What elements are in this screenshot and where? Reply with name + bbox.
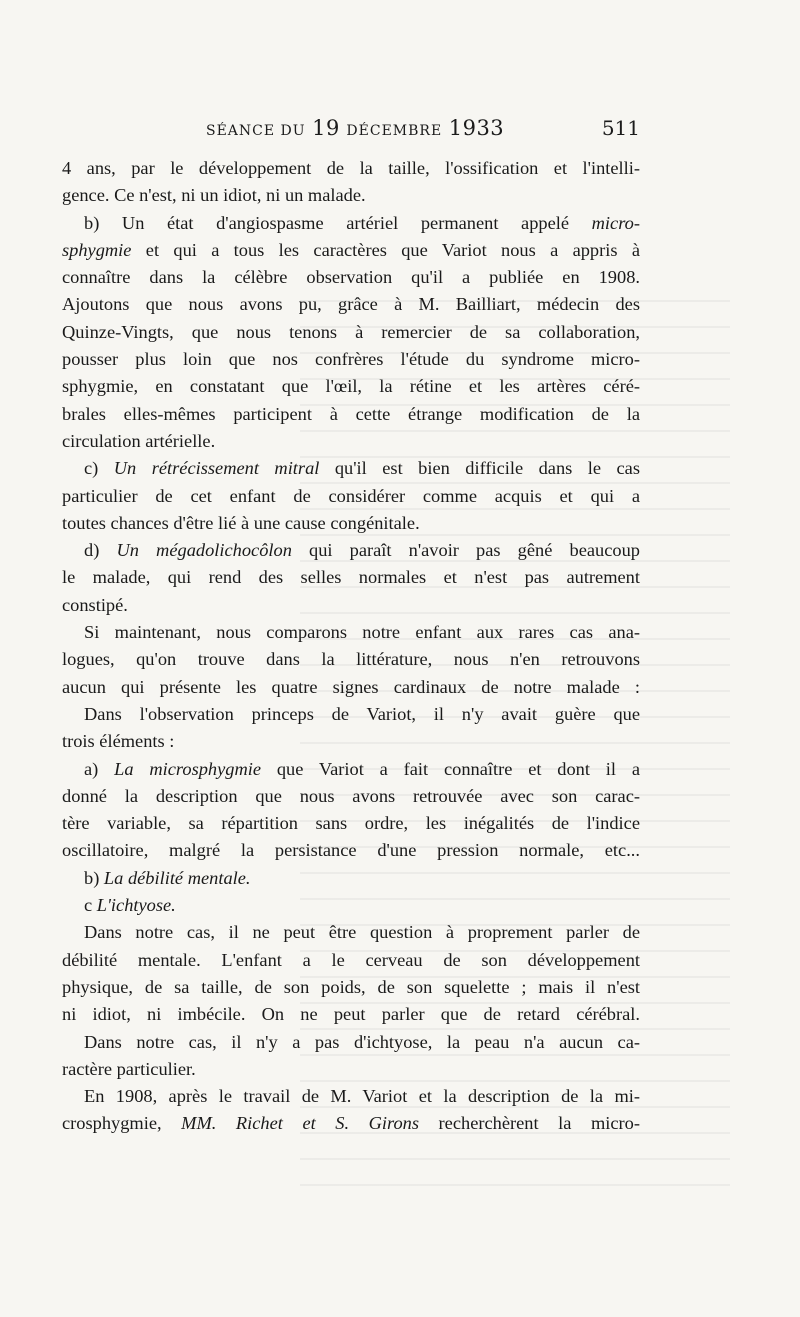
text-line <box>62 701 640 728</box>
text-run: que Variot a fait connaître et dont il a <box>261 758 641 779</box>
text-line <box>62 428 640 455</box>
text-line <box>62 455 640 482</box>
text-line <box>62 1001 640 1028</box>
text-line <box>62 483 640 510</box>
text-run: constipé. <box>62 594 128 615</box>
text-line <box>62 619 640 646</box>
text-run: d) <box>84 540 117 561</box>
text-line <box>62 974 640 1001</box>
text-line <box>62 756 640 783</box>
text-run: Dans notre cas, il ne peut être question à proprement parler de <box>84 922 640 943</box>
text-line <box>62 810 640 837</box>
text-line <box>62 237 640 264</box>
italic-phrase: La microsphygmie <box>114 758 262 779</box>
text-line <box>62 892 640 919</box>
italic-phrase: MM. Richet et S. Girons <box>181 1113 420 1134</box>
text-run: physique, de sa taille, de son poids, de son squelette ; mais il n'est <box>62 976 640 997</box>
text-run: Ajoutons que nous avons pu, grâce à M. Bailliart, médecin des <box>62 294 640 315</box>
text-run: c) <box>84 458 114 479</box>
text-run: c <box>84 895 97 916</box>
text-line <box>62 1056 640 1083</box>
text-line <box>62 1083 640 1110</box>
text-run: Dans notre cas, il n'y a pas d'ichtyose, la peau n'a aucun ca- <box>84 1031 640 1052</box>
text-run: En 1908, après le travail de M. Variot et la description de la mi- <box>84 1086 640 1107</box>
text-line <box>62 947 640 974</box>
text-run: connaître dans la célèbre observation qu'il a publiée en 1908. <box>62 267 640 288</box>
text-line <box>62 346 640 373</box>
text-line <box>62 264 640 291</box>
text-line <box>62 210 640 237</box>
text-run: b) Un état d'angiospasme artériel permanent appelé <box>84 212 592 233</box>
text-run: pousser plus loin que nos confrères l'étude du syndrome micro- <box>62 349 640 370</box>
text-run: donné la description que nous avons retrouvée avec son carac- <box>62 785 640 806</box>
text-run: particulier de cet enfant de considérer comme acquis et qui a <box>62 485 640 506</box>
text-run: Quinze-Vingts, que nous tenons à remercier de sa collaboration, <box>62 321 640 342</box>
italic-phrase: sphygmie <box>62 239 132 260</box>
text-run: tère variable, sa répartition sans ordre, les inégalités de l'indice <box>62 813 640 834</box>
header-seance: SÉANCE DU <box>206 123 306 139</box>
text-line <box>62 646 640 673</box>
text-run: circulation artérielle. <box>62 430 216 451</box>
text-run: ractère particulier. <box>62 1058 196 1079</box>
text-line <box>62 510 640 537</box>
text-line <box>62 728 640 755</box>
italic-phrase: L'ichtyose. <box>96 895 176 916</box>
text-line <box>62 401 640 428</box>
header-title <box>206 116 504 140</box>
running-header <box>62 116 640 144</box>
text-run: Dans l'observation princeps de Variot, il n'y avait guère que <box>84 703 640 724</box>
text-run: et qui a tous les caractères que Variot nous a appris à <box>131 239 640 260</box>
text-run: a) <box>84 758 115 779</box>
text-run: oscillatoire, malgré la persistance d'une pression normale, etc... <box>62 840 640 861</box>
page-number: 511 <box>601 116 640 140</box>
text-run: toutes chances d'être lié à une cause congénitale. <box>62 512 420 533</box>
text-run: 4 ans, par le développement de la taille, l'ossification et l'intelli- <box>62 158 640 178</box>
text-run: gence. Ce n'est, ni un idiot, ni un malade. <box>62 185 366 206</box>
text-line <box>62 1110 640 1137</box>
text-run: le malade, qui rend des selles normales et n'est pas autrement <box>62 567 640 588</box>
italic-phrase: Un mégadolichocôlon <box>116 540 292 561</box>
header-year: 1933 <box>448 116 505 140</box>
text-run: débilité mentale. L'enfant a le cerveau de son développement <box>62 949 640 970</box>
body-text <box>62 155 640 1138</box>
text-line <box>62 155 640 182</box>
text-run: sphygmie, en constatant que l'œil, la rétine et les artères céré- <box>62 376 640 397</box>
text-run: ni idiot, ni imbécile. On ne peut parler que de retard cérébral. <box>62 1004 640 1025</box>
header-day: 19 <box>312 116 340 140</box>
italic-phrase: micro- <box>591 212 640 233</box>
text-line <box>62 1029 640 1056</box>
text-run: qui paraît n'avoir pas gêné beaucoup <box>291 540 640 561</box>
text-line <box>62 919 640 946</box>
text-line <box>62 865 640 892</box>
text-line <box>62 537 640 564</box>
text-line <box>62 783 640 810</box>
text-line <box>62 674 640 701</box>
text-line <box>62 291 640 318</box>
text-line <box>62 592 640 619</box>
text-line <box>62 837 640 864</box>
text-run: aucun qui présente les quatre signes cardinaux de notre malade : <box>62 676 640 697</box>
text-run: qu'il est bien difficile dans le cas <box>319 458 640 479</box>
text-line <box>62 373 640 400</box>
text-run: Si maintenant, nous comparons notre enfant aux rares cas ana- <box>84 622 640 643</box>
text-run: brales elles-mêmes participent à cette étrange modification de la <box>62 403 640 424</box>
text-run: trois éléments : <box>62 731 175 752</box>
text-line <box>62 182 640 209</box>
text-run: recherchèrent la micro- <box>419 1113 640 1134</box>
text-line <box>62 319 640 346</box>
text-line <box>62 564 640 591</box>
italic-phrase: La débilité mentale. <box>103 867 251 888</box>
header-month: DÉCEMBRE <box>346 123 443 139</box>
italic-phrase: Un rétrécissement mitral <box>113 458 320 479</box>
text-run: logues, qu'on trouve dans la littérature, nous n'en retrouvons <box>62 649 640 670</box>
text-run: b) <box>84 867 104 888</box>
text-run: crosphygmie, <box>62 1113 182 1134</box>
